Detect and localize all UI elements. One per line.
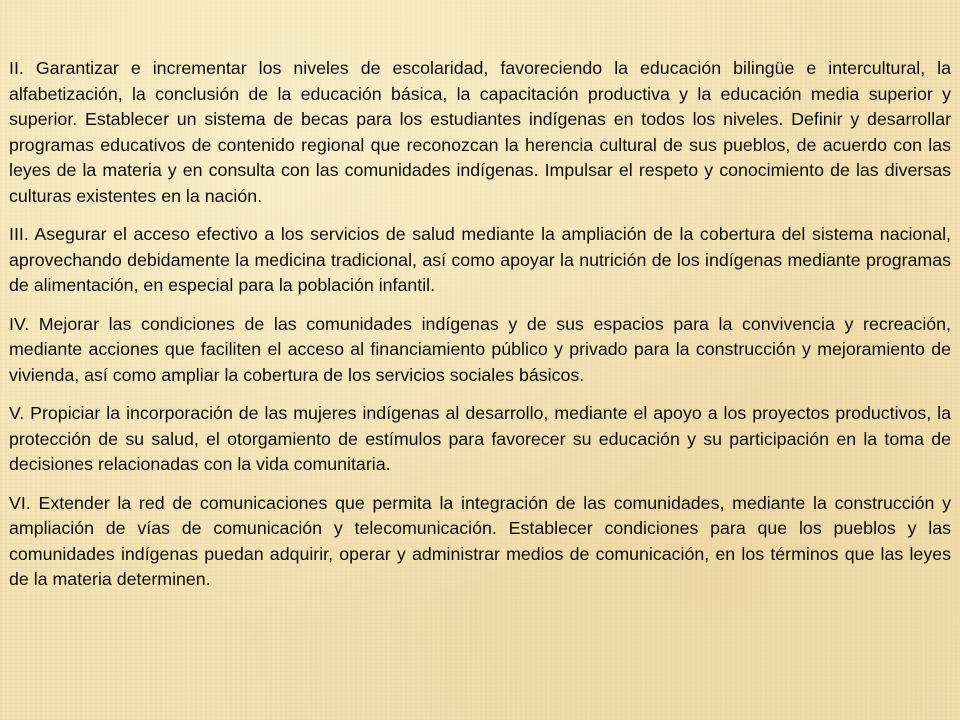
paragraph-section-ii: II. Garantizar e incrementar los niveles de escolaridad, favoreciendo la educación bilingüe e intercultural, la alfabetización, la conclusión de la educación básica, la capacitación productiva y la educación media superior y superior. Establecer un sistema de becas para los estudiantes indígenas en todos los niveles. Definir y desarrollar programas educativos de contenido regional que reconozcan la herencia cultural de sus pueblos, de acuerdo con las leyes de la materia y en consulta con las comunidades indígenas. Impulsar el respeto y conocimiento de las diversas culturas existentes en la nación. bbox=[9, 58, 951, 206]
paragraph-section-vi: VI. Extender la red de comunicaciones que permita la integración de las comunidades, mediante la construcción y ampliación de vías de comunicación y telecomunicación. Establecer condiciones para que los pueblos y las comunidades indígenas puedan adquirir, operar y administrar medios de comunicación, en los términos que las leyes de la materia determinen. bbox=[9, 492, 951, 589]
paragraph-section-iii: III. Asegurar el acceso efectivo a los servicios de salud mediante la ampliación de la cobertura del sistema nacional, aprovechando debidamente la medicina tradicional, así como apoyar la nutrición de los indígenas mediante programas de alimentación, en especial para la población infantil. bbox=[9, 224, 951, 295]
paragraph-section-iv: IV. Mejorar las condiciones de las comunidades indígenas y de sus espacios para la convivencia y recreación, mediante acciones que faciliten el acceso al financiamiento público y privado para la construcción y mejoramiento de vivienda, así como ampliar la cobertura de los servicios sociales básicos. bbox=[9, 313, 951, 385]
paragraph-section-v: V. Propiciar la incorporación de las mujeres indígenas al desarrollo, mediante el apoyo a los proyectos productivos, la protección de su salud, el otorgamiento de estímulos para favorecer su educación y su participación en la toma de decisiones relacionadas con la vida comunitaria. bbox=[9, 403, 951, 474]
slide-text-body bbox=[9, 56, 951, 606]
